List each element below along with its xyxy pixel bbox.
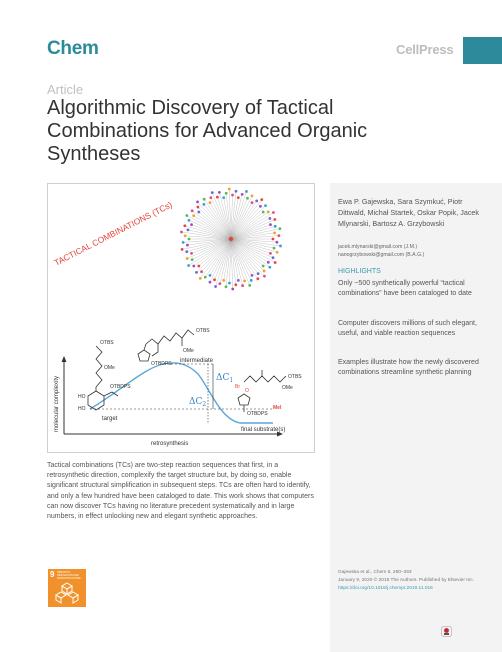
target-ho-1: HO bbox=[78, 394, 86, 400]
tc-network-edge bbox=[231, 212, 263, 239]
tc-network bbox=[180, 188, 282, 291]
tc-network-node bbox=[188, 219, 191, 222]
tc-network-node bbox=[234, 283, 237, 286]
tc-network-node bbox=[273, 247, 276, 250]
tc-network-node bbox=[267, 261, 270, 264]
tc-network-node bbox=[183, 224, 186, 227]
tc-network-node bbox=[279, 245, 282, 248]
tc-network-node bbox=[197, 265, 200, 268]
tc-network-node bbox=[192, 265, 195, 268]
tc-label: TACTICAL COMBINATIONS (TCs) bbox=[52, 199, 174, 268]
tc-network-node bbox=[209, 201, 212, 204]
tc-network-node bbox=[260, 198, 263, 201]
tc-network-node bbox=[269, 252, 272, 255]
tc-network-node bbox=[187, 228, 190, 231]
publisher-name: CellPress bbox=[396, 42, 454, 57]
dc2-label: $\Delta C_2$ bbox=[189, 397, 207, 408]
tc-network-edge bbox=[231, 239, 264, 276]
tc-network-node bbox=[257, 272, 260, 275]
tc-network-node bbox=[273, 231, 276, 234]
tc-network-node bbox=[222, 279, 225, 282]
email-grzybowski[interactable]: nanogrzybowski@gmail.com (B.A.G.) bbox=[338, 252, 425, 258]
tc-network-edge bbox=[199, 239, 231, 266]
intermediate-otbdps: OTBDPS bbox=[151, 361, 172, 367]
y-axis-arrow bbox=[62, 356, 67, 362]
tc-network-node bbox=[273, 218, 276, 221]
citation bbox=[338, 569, 488, 593]
tc-network-node bbox=[203, 198, 206, 201]
tc-network-node bbox=[225, 192, 228, 195]
author-list: Ewa P. Gajewska, Sara Szymkuć, Piotr Dittwald, Michał Startek, Oskar Popik, Jacek Mlynarski, Bartosz A. Grzybowski bbox=[338, 197, 480, 228]
tc-network-node bbox=[262, 265, 265, 268]
tc-network-node bbox=[181, 248, 184, 251]
tc-network-node bbox=[203, 203, 206, 206]
tc-network-node bbox=[251, 274, 254, 277]
highlight-item: Only ~500 synthetically powerful “tactical combinations” have been cataloged to date bbox=[338, 280, 472, 297]
header-accent-block bbox=[463, 37, 502, 64]
tc-network-node bbox=[272, 238, 275, 241]
tc-network-node bbox=[196, 200, 199, 203]
tc-network-node bbox=[204, 276, 207, 279]
tc-network-node bbox=[211, 191, 214, 194]
target-ho-2: HO bbox=[78, 406, 86, 412]
tc-network-node bbox=[255, 199, 258, 202]
tc-network-node bbox=[231, 288, 234, 291]
abstract-text: Tactical combinations (TCs) are two-step reaction sequences that first, in a retrosynthetic direction, complexify the target structure but, by doing so, enable significant structural simplification in subsequent steps. TCs are often hard to identify, and only a few hundred have been cataloged to date. This work shows that computers can now discover TCs having no literature precedent systematically and in large numbers, in effect unlocking new and elegant synthetic approaches. bbox=[47, 462, 314, 521]
tc-network-node bbox=[237, 196, 240, 199]
tc-network-node bbox=[222, 196, 225, 199]
journal-logo: Chem bbox=[47, 38, 99, 59]
y-axis-label: molecular complexity bbox=[54, 375, 60, 432]
tc-network-node bbox=[272, 256, 275, 259]
tc-network-node bbox=[197, 206, 200, 209]
tc-network-edge bbox=[204, 204, 231, 239]
highlight-item: Examples illustrate how the newly discovered combinations streamline synthetic planning bbox=[338, 359, 479, 376]
tc-network-node bbox=[228, 282, 231, 285]
tc-network-node bbox=[185, 250, 188, 253]
tc-network-node bbox=[216, 196, 219, 199]
tc-network-edge bbox=[231, 239, 263, 266]
tc-network-node bbox=[269, 223, 272, 226]
tc-network-edge bbox=[199, 212, 231, 239]
tc-network-node bbox=[275, 241, 278, 244]
tc-network-node bbox=[237, 279, 240, 282]
tc-network-node bbox=[251, 194, 254, 197]
tc-network-node bbox=[218, 282, 221, 285]
tc-network-node bbox=[225, 285, 228, 288]
tc-network-node bbox=[263, 270, 266, 273]
x-axis-label: retrosynthesis bbox=[151, 441, 189, 447]
tc-network-node bbox=[268, 217, 271, 220]
tc-network-node bbox=[246, 197, 249, 200]
tc-network-node bbox=[180, 231, 183, 234]
sdg-badge bbox=[48, 569, 86, 607]
article-title: Algorithmic Discovery of Tactical Combinations for Advanced Organic Syntheses bbox=[47, 97, 368, 165]
intermediate-otbs: OTBS bbox=[196, 328, 210, 334]
intermediate-ome: OMe bbox=[183, 348, 194, 354]
tc-network-node bbox=[209, 196, 212, 199]
graphical-abstract bbox=[47, 183, 315, 453]
final-o: O bbox=[245, 388, 249, 394]
corresponding-emails bbox=[338, 243, 488, 259]
tc-network-node bbox=[213, 278, 216, 281]
tc-network-node bbox=[235, 190, 238, 193]
sdg-number: 9 bbox=[50, 570, 55, 579]
tc-network-node bbox=[245, 190, 248, 193]
target-otbdps: OTBDPS bbox=[110, 384, 131, 390]
final-otbs: OTBS bbox=[288, 374, 302, 380]
final-otbdps: OTBDPS bbox=[247, 411, 268, 417]
tc-network-node bbox=[231, 194, 234, 197]
highlights-heading: HIGHLIGHTS bbox=[338, 268, 381, 275]
tc-network-node bbox=[214, 285, 217, 288]
doi-link[interactable]: https://doi.org/10.1016/j.chempr.2019.11.016 bbox=[338, 586, 433, 591]
tc-network-node bbox=[209, 281, 212, 284]
tc-network-edge bbox=[202, 239, 231, 272]
tc-network-edge bbox=[198, 202, 231, 239]
citation-line-2: January 9, 2020 © 2019 The Authors. Published by Elsevier Inc. bbox=[338, 578, 474, 583]
final-br: Br bbox=[235, 384, 240, 390]
graphical-abstract-figure bbox=[48, 184, 316, 454]
target-label: target bbox=[102, 416, 118, 422]
tc-network-edge bbox=[231, 206, 260, 239]
tc-network-node bbox=[251, 201, 254, 204]
tc-network-node bbox=[197, 211, 200, 214]
tc-network-node bbox=[248, 284, 251, 287]
tc-network-node bbox=[190, 252, 193, 255]
tc-network-node bbox=[241, 193, 244, 196]
tc-network-node bbox=[209, 274, 212, 277]
tc-network-node bbox=[195, 271, 198, 274]
citation-line-1: Gajewska et al., Chem 6, 280–293 bbox=[338, 570, 412, 575]
final-ome: OMe bbox=[282, 385, 293, 391]
tc-network-node bbox=[191, 209, 194, 212]
final-substrate-label: final substrate(s) bbox=[241, 427, 286, 433]
email-mlynarski[interactable]: jacek.mlynarski@gmail.com (J.M.) bbox=[338, 244, 418, 250]
tc-network-node bbox=[192, 214, 195, 217]
tc-network-node bbox=[264, 204, 267, 207]
target-ome: OMe bbox=[104, 365, 115, 371]
tc-network-node bbox=[279, 227, 282, 230]
tc-network-node bbox=[218, 191, 221, 194]
intermediate-label: intermediate bbox=[180, 358, 214, 364]
tc-network-node bbox=[250, 279, 253, 282]
tc-network-node bbox=[199, 277, 202, 280]
dc1-label: $\Delta C_1$ bbox=[216, 373, 234, 384]
article-type-label: Article bbox=[47, 82, 84, 97]
tc-network-node bbox=[243, 279, 246, 282]
tc-network-node bbox=[184, 234, 187, 237]
tc-network-node bbox=[272, 211, 275, 214]
tc-network-node bbox=[200, 270, 203, 273]
highlight-item: Computer discovers millions of such elegant, useful, and viable reaction sequences bbox=[338, 320, 477, 337]
tc-network-node bbox=[191, 258, 194, 261]
sdg-cubes-icon bbox=[48, 569, 86, 607]
tc-network-node bbox=[267, 211, 270, 214]
intermediate-molecule bbox=[138, 330, 194, 361]
tc-network-node bbox=[259, 205, 262, 208]
tc-network-node bbox=[241, 284, 244, 287]
tc-network-node bbox=[185, 214, 188, 217]
tc-network-edge bbox=[231, 200, 262, 239]
tc-network-node bbox=[263, 275, 266, 278]
tc-network-node bbox=[274, 261, 277, 264]
sdg-text: INDUSTRY, INNOVATION AND INFRASTRUCTURE bbox=[57, 571, 81, 580]
tc-network-node bbox=[190, 223, 193, 226]
final-mei: MeI bbox=[273, 405, 282, 411]
tc-network-node bbox=[228, 188, 231, 191]
publisher-logo bbox=[396, 42, 453, 57]
crossmark-icon[interactable] bbox=[441, 626, 452, 637]
tc-network-node bbox=[276, 251, 279, 254]
tc-network-hub bbox=[229, 237, 233, 241]
tc-network-node bbox=[256, 277, 259, 280]
tc-network-node bbox=[268, 266, 271, 269]
tc-network-edge bbox=[231, 239, 258, 274]
tc-network-node bbox=[186, 257, 189, 260]
tc-network-edge bbox=[200, 239, 231, 278]
tc-network-node bbox=[187, 264, 190, 267]
tc-network-node bbox=[262, 211, 265, 214]
tc-network-node bbox=[186, 244, 189, 247]
tc-network-node bbox=[274, 225, 277, 228]
tc-network-node bbox=[182, 241, 185, 244]
target-otbs: OTBS bbox=[100, 340, 114, 346]
tc-network-node bbox=[188, 238, 191, 241]
tc-network-node bbox=[277, 234, 280, 237]
